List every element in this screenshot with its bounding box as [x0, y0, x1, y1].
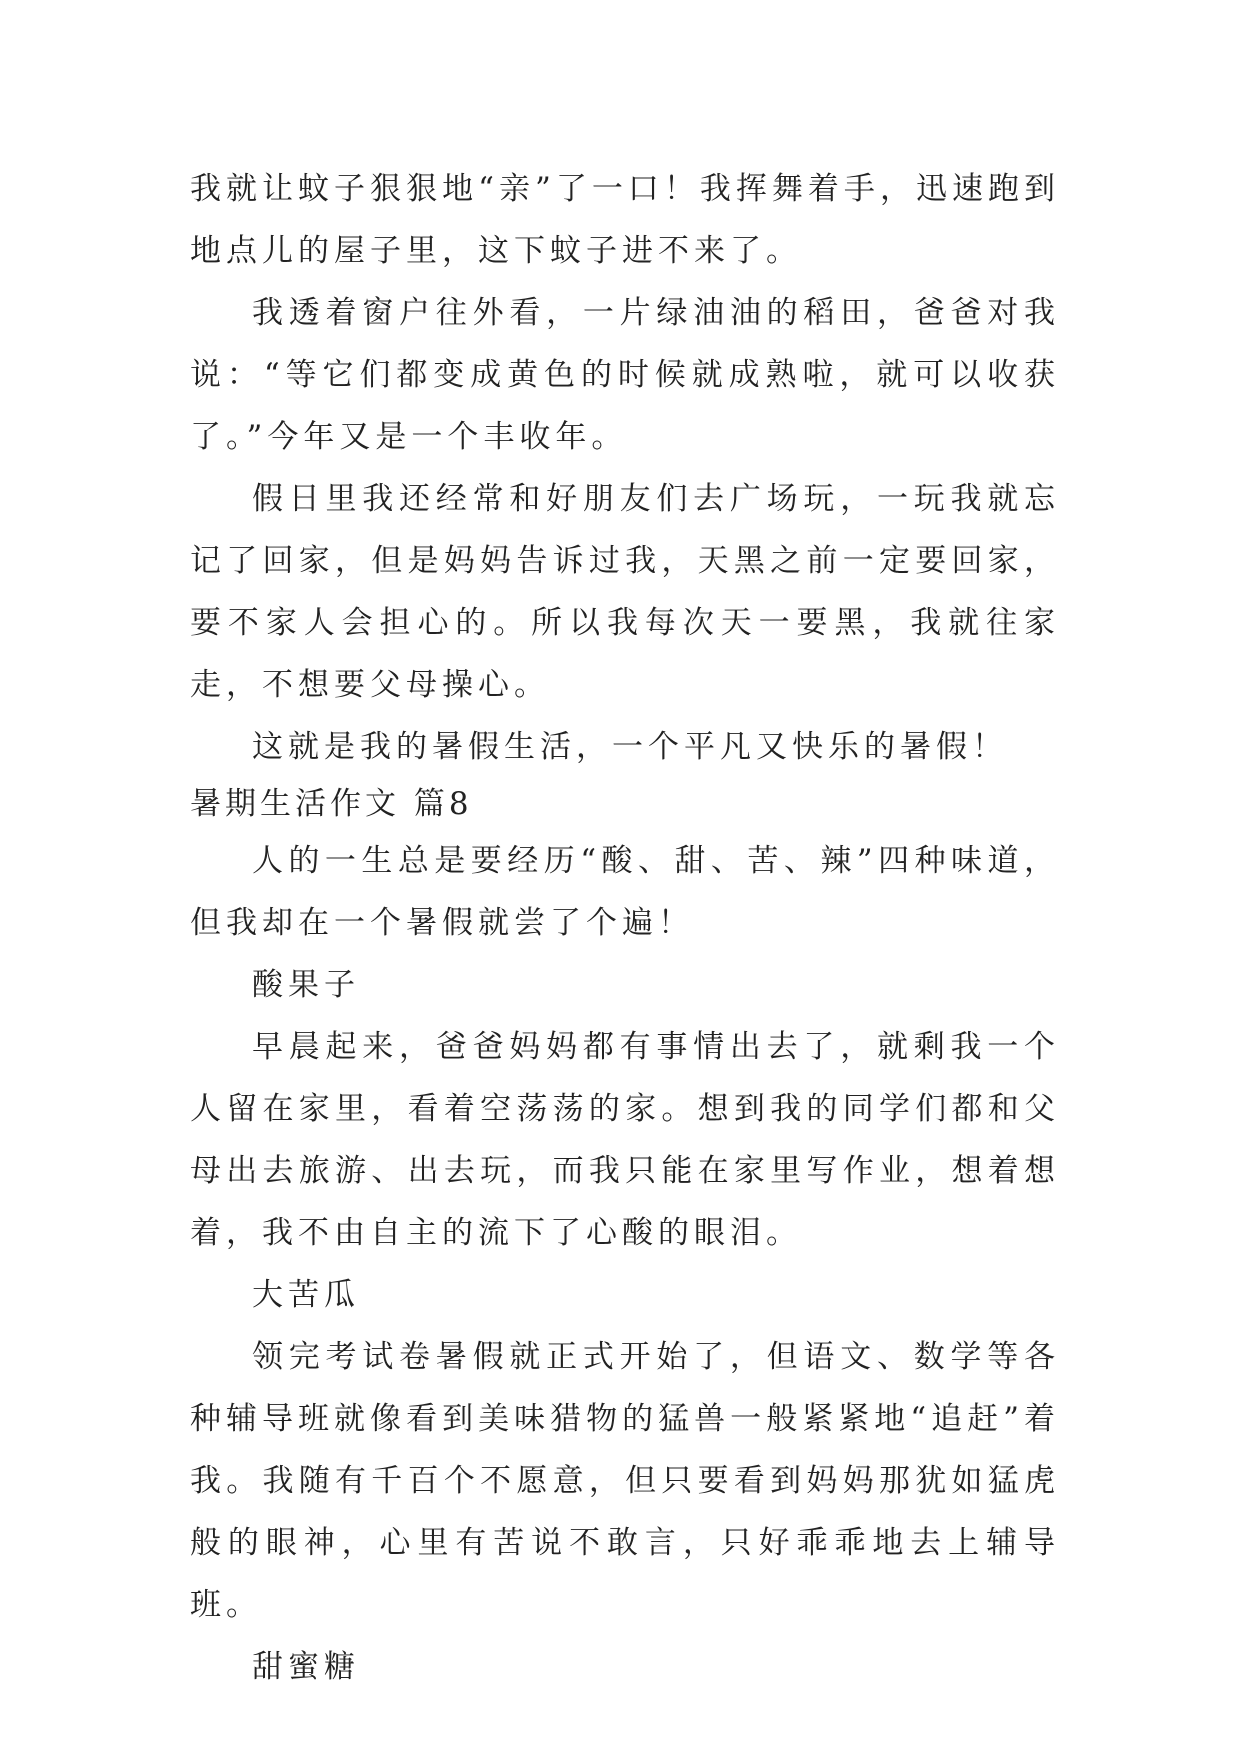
- subheading-bitter-melon: 大苦瓜: [252, 1277, 360, 1313]
- paragraph: 领完考试卷暑假就正式开始了，但语文、数学等各种辅导班就像看到美味猎物的猛兽一般紧紧地“追赶”着我。我随有千百个不愿意，但只要看到妈妈那犹如猛虎般的眼神，心里有苦说不敢言，只好乖乖地去上辅导班。: [190, 1339, 1060, 1623]
- document-body: [190, 158, 1060, 1698]
- paragraph: 早晨起来，爸爸妈妈都有事情出去了，就剩我一个人留在家里，看着空荡荡的家。想到我的同学们都和父母出去旅游、出去玩，而我只能在家里写作业，想着想着，我不由自主的流下了心酸的眼泪。: [190, 1029, 1060, 1251]
- paragraph: 这就是我的暑假生活，一个平凡又快乐的暑假！: [252, 729, 1008, 765]
- section-heading: 暑期生活作文 篇8: [190, 786, 473, 822]
- subheading-sour-fruit: 酸果子: [252, 967, 360, 1003]
- paragraph: 假日里我还经常和好朋友们去广场玩，一玩我就忘记了回家，但是妈妈告诉过我，天黑之前一定要回家，要不家人会担心的。所以我每次天一要黑，我就往家走，不想要父母操心。: [190, 481, 1060, 703]
- paragraph: 人的一生总是要经历“酸、甜、苦、辣”四种味道，但我却在一个暑假就尝了个遍！: [190, 843, 1060, 941]
- subheading-sweet-candy: 甜蜜糖: [252, 1649, 360, 1685]
- paragraph: 我就让蚊子狠狠地“亲”了一口！我挥舞着手，迅速跑到地点儿的屋子里，这下蚊子进不来了。: [190, 171, 1060, 269]
- paragraph: 我透着窗户往外看，一片绿油油的稻田，爸爸对我说：“等它们都变成黄色的时候就成熟啦，就可以收获了。”今年又是一个丰收年。: [190, 295, 1060, 455]
